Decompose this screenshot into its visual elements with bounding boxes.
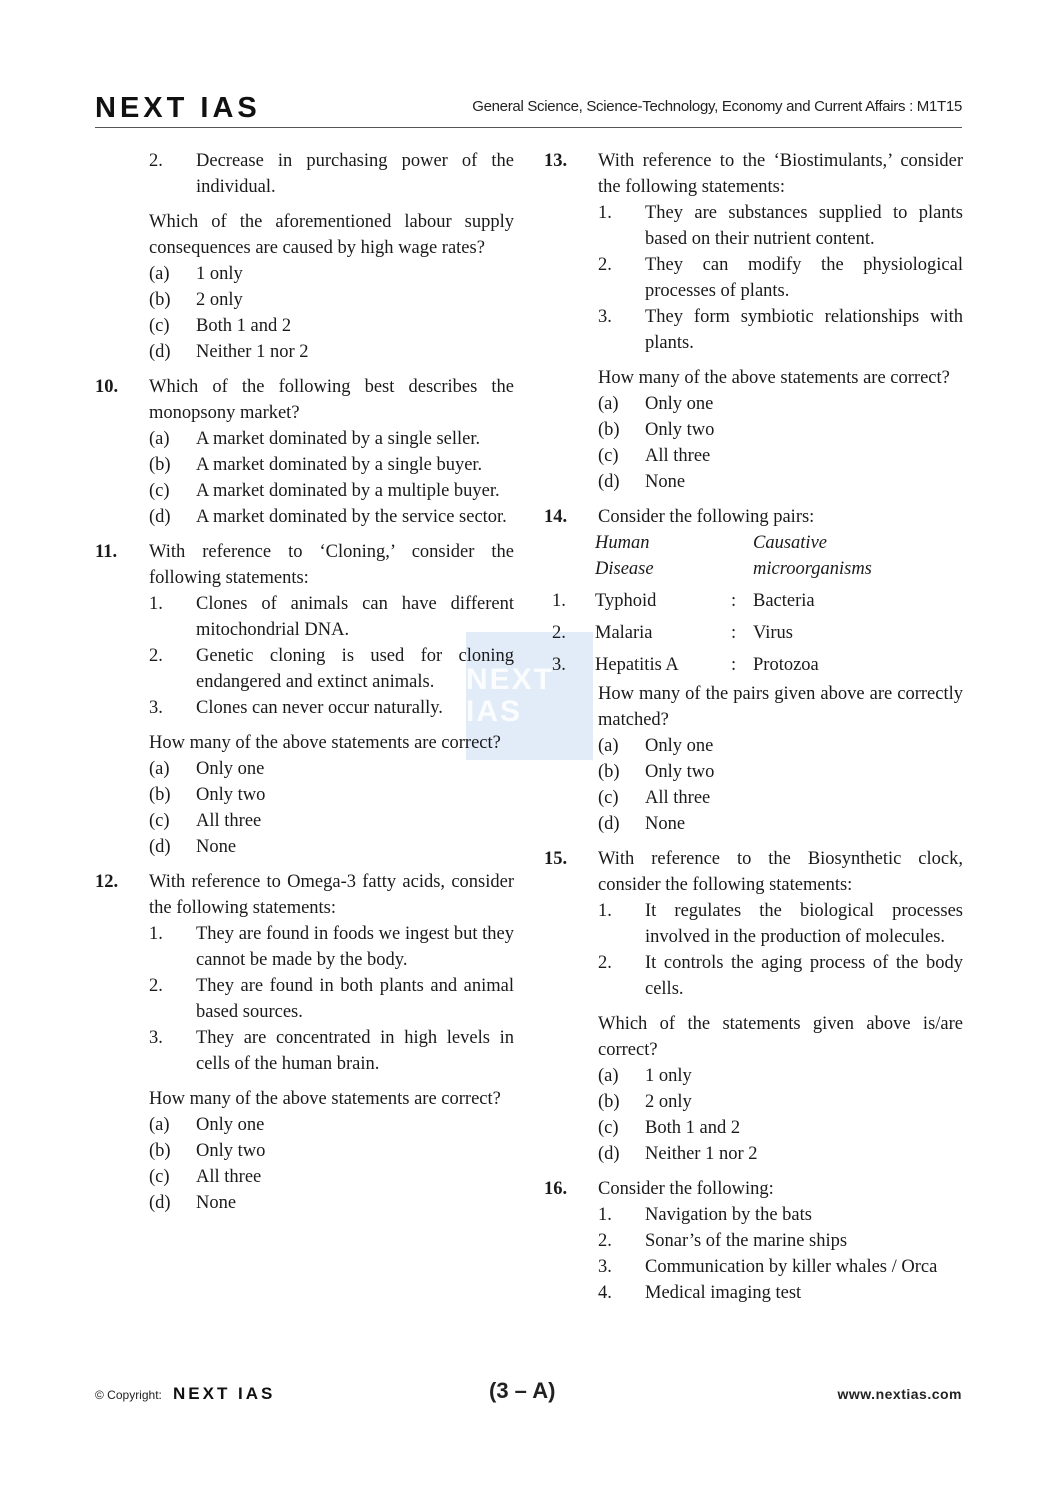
pair-row [544, 585, 963, 617]
statement-label: 2. [149, 151, 163, 171]
question-number: 13. [544, 151, 568, 171]
statement-label: 3. [149, 698, 163, 718]
option-d [149, 339, 514, 365]
item-text: Medical imaging test [645, 1283, 802, 1303]
pair-separator: : [731, 623, 737, 643]
option-d [149, 1190, 514, 1216]
question-14 [544, 504, 963, 530]
option-text: Only two [645, 420, 715, 440]
question-12 [95, 869, 514, 1216]
option-d [149, 504, 514, 530]
statement-item [598, 252, 963, 304]
list-item [598, 1202, 963, 1228]
option-text: Both 1 and 2 [196, 316, 292, 336]
pair-organism: Bacteria [753, 591, 815, 611]
option-label: (b) [598, 762, 620, 782]
pairs-header [544, 530, 963, 582]
statement-text: They form symbiotic relationships with plants. [645, 307, 963, 353]
option-c [149, 808, 514, 834]
option-text: A market dominated by a multiple buyer. [196, 481, 500, 501]
option-c [149, 313, 514, 339]
question-text: Which of the following best describes the monopsony market? [149, 377, 514, 423]
pair-organism: Virus [753, 623, 793, 643]
option-label: (d) [598, 1144, 620, 1164]
question-16 [544, 1176, 963, 1306]
option-text: 2 only [196, 290, 243, 310]
item-label: 3. [598, 1257, 612, 1277]
statement-text: Clones of animals can have different mitochondrial DNA. [196, 594, 514, 640]
item-text: Navigation by the bats [645, 1205, 812, 1225]
statement-item [598, 898, 963, 950]
pair-row [544, 617, 963, 649]
option-label: (b) [598, 1092, 620, 1112]
option-label: (d) [598, 814, 620, 834]
question-11 [95, 539, 514, 860]
page-number: (3 – A) [489, 1378, 556, 1403]
option-d [598, 469, 963, 495]
option-label: (a) [598, 394, 619, 414]
option-text: Only one [645, 736, 714, 756]
option-label: (c) [149, 811, 170, 831]
header-line: Disease [595, 559, 654, 579]
item-label: 1. [598, 1205, 612, 1225]
option-label: (c) [598, 788, 619, 808]
statement-label: 2. [598, 953, 612, 973]
option-text: None [196, 837, 237, 857]
question-text: With reference to ‘Cloning,’ consider the following statements: [149, 542, 514, 588]
list-item [598, 1228, 963, 1254]
statement-item [598, 200, 963, 252]
pair-disease: Malaria [595, 623, 653, 643]
statement-text: They are found in both plants and animal based sources. [196, 976, 514, 1022]
pairs-header-col2 [753, 530, 872, 582]
statement-item [149, 591, 514, 643]
option-text: Only one [645, 394, 714, 414]
statement-label: 1. [598, 203, 612, 223]
option-label: (d) [149, 837, 171, 857]
question-number: 12. [95, 872, 119, 892]
statement-item [149, 643, 514, 695]
option-label: (d) [149, 1193, 171, 1213]
option-label: (d) [149, 507, 171, 527]
statement-label: 2. [149, 976, 163, 996]
option-c [149, 1164, 514, 1190]
option-label: (b) [598, 420, 620, 440]
list-item [598, 1280, 963, 1306]
option-a [598, 391, 963, 417]
header-logo: NEXT IAS [95, 92, 261, 124]
option-text: All three [196, 1167, 262, 1187]
question-number: 10. [95, 377, 119, 397]
statement-item [149, 695, 514, 721]
list-item [598, 1254, 963, 1280]
question-13 [544, 148, 963, 495]
option-label: (b) [149, 290, 171, 310]
statement-label: 2. [149, 646, 163, 666]
header-divider [95, 127, 962, 128]
option-b [149, 1138, 514, 1164]
option-b [598, 417, 963, 443]
question-prompt: How many of the above statements are correct? [149, 1089, 501, 1109]
question-number: 15. [544, 849, 568, 869]
option-label: (c) [149, 481, 170, 501]
question-text: With reference to Omega-3 fatty acids, consider the following statements: [149, 872, 514, 918]
question-prompt: How many of the pairs given above are correctly matched? [598, 684, 963, 730]
question-prompt: Which of the statements given above is/are correct? [598, 1014, 963, 1060]
option-a [149, 261, 514, 287]
right-column [544, 148, 963, 1315]
statement-label: 3. [149, 1028, 163, 1048]
option-text: 2 only [645, 1092, 692, 1112]
statement-item [598, 304, 963, 356]
option-text: Only one [196, 1115, 265, 1135]
option-text: 1 only [645, 1066, 692, 1086]
statement-text: They are substances supplied to plants based on their nutrient content. [645, 203, 963, 249]
option-label: (a) [149, 759, 170, 779]
pair-separator: : [731, 591, 737, 611]
option-label: (b) [149, 785, 171, 805]
option-text: Only two [196, 785, 266, 805]
option-label: (a) [598, 1066, 619, 1086]
statement-text: They are found in foods we ingest but they cannot be made by the body. [196, 924, 514, 970]
option-c [149, 478, 514, 504]
option-b [598, 759, 963, 785]
option-text: Neither 1 nor 2 [196, 342, 309, 362]
footer-url[interactable]: www.nextias.com [837, 1386, 962, 1402]
option-label: (c) [598, 1118, 619, 1138]
pair-separator: : [731, 655, 737, 675]
statement-label: 2. [598, 255, 612, 275]
option-a [149, 1112, 514, 1138]
pair-disease: Typhoid [595, 591, 657, 611]
pair-label: 2. [552, 623, 566, 643]
option-a [149, 426, 514, 452]
statement-label: 1. [149, 924, 163, 944]
option-text: All three [645, 788, 711, 808]
statement-item [598, 950, 963, 1002]
pair-disease: Hepatitis A [595, 655, 679, 675]
item-label: 4. [598, 1283, 612, 1303]
question-prompt: Which of the aforementioned labour supply consequences are caused by high wage rates? [149, 212, 514, 258]
statement-text: Clones can never occur naturally. [196, 698, 443, 718]
question-14-body [544, 681, 963, 837]
option-text: Only two [645, 762, 715, 782]
left-column [95, 148, 514, 1225]
option-d [149, 834, 514, 860]
question-9-continuation [95, 148, 514, 365]
option-a [598, 733, 963, 759]
option-text: All three [645, 446, 711, 466]
statement-item [149, 148, 514, 200]
question-15 [544, 846, 963, 1167]
option-label: (c) [598, 446, 619, 466]
question-10 [95, 374, 514, 530]
option-label: (a) [149, 1115, 170, 1135]
option-text: 1 only [196, 264, 243, 284]
option-label: (a) [149, 264, 170, 284]
footer-copyright: © Copyright: [95, 1388, 162, 1402]
option-a [149, 756, 514, 782]
question-text: With reference to the Biosynthetic clock, consider the following statements: [598, 849, 963, 895]
question-number: 14. [544, 507, 568, 527]
statement-text: Genetic cloning is used for cloning endangered and extinct animals. [196, 646, 514, 692]
header-line: Human [595, 533, 650, 553]
option-text: None [645, 472, 686, 492]
option-text: A market dominated by a single buyer. [196, 455, 483, 475]
option-c [598, 785, 963, 811]
option-text: A market dominated by a single seller. [196, 429, 481, 449]
statement-text: They are concentrated in high levels in cells of the human brain. [196, 1028, 514, 1074]
question-prompt: How many of the above statements are correct? [598, 368, 950, 388]
statement-text: Decrease in purchasing power of the individual. [196, 151, 514, 197]
option-label: (b) [149, 455, 171, 475]
option-c [598, 443, 963, 469]
question-text: Consider the following pairs: [598, 507, 815, 527]
statement-item [149, 1025, 514, 1077]
option-text: None [645, 814, 686, 834]
option-b [149, 782, 514, 808]
header-line: microorganisms [753, 559, 872, 579]
option-d [598, 1141, 963, 1167]
pairs-table [544, 530, 963, 681]
statement-item [149, 921, 514, 973]
option-text: Both 1 and 2 [645, 1118, 741, 1138]
question-number: 11. [95, 542, 118, 562]
header-title: General Science, Science-Technology, Economy and Current Affairs : M1T15 [472, 98, 962, 115]
statement-text: It controls the aging process of the body cells. [645, 953, 963, 999]
pair-label: 1. [552, 591, 566, 611]
option-label: (a) [149, 429, 170, 449]
option-text: None [196, 1193, 237, 1213]
pair-row [544, 649, 963, 681]
pair-organism: Protozoa [753, 655, 819, 675]
option-text: Only two [196, 1141, 266, 1161]
option-b [149, 452, 514, 478]
item-label: 2. [598, 1231, 612, 1251]
watermark-text: NEXT IAS [466, 663, 555, 728]
footer-logo: NEXT IAS [173, 1384, 276, 1403]
option-d [598, 811, 963, 837]
option-b [598, 1089, 963, 1115]
option-label: (d) [598, 472, 620, 492]
option-text: All three [196, 811, 262, 831]
statement-label: 3. [598, 307, 612, 327]
header-line: Causative [753, 533, 827, 553]
question-number: 16. [544, 1179, 568, 1199]
option-label: (c) [149, 1167, 170, 1187]
question-text: With reference to the ‘Biostimulants,’ consider the following statements: [598, 151, 963, 197]
question-prompt: How many of the above statements are correct? [149, 733, 501, 753]
option-text: Only one [196, 759, 265, 779]
statement-label: 1. [598, 901, 612, 921]
option-b [149, 287, 514, 313]
item-text: Communication by killer whales / Orca [645, 1257, 938, 1277]
statement-text: They can modify the physiological processes of plants. [645, 255, 963, 301]
option-label: (b) [149, 1141, 171, 1161]
option-a [598, 1063, 963, 1089]
option-label: (a) [598, 736, 619, 756]
statement-item [149, 973, 514, 1025]
item-text: Sonar’s of the marine ships [645, 1231, 848, 1251]
statement-text: It regulates the biological processes involved in the production of molecules. [645, 901, 963, 947]
pairs-header-col1 [595, 530, 753, 582]
question-text: Consider the following: [598, 1179, 774, 1199]
option-c [598, 1115, 963, 1141]
statement-label: 1. [149, 594, 163, 614]
option-label: (c) [149, 316, 170, 336]
option-text: Neither 1 nor 2 [645, 1144, 758, 1164]
pair-label: 3. [552, 655, 566, 675]
option-text: A market dominated by the service sector. [196, 507, 507, 527]
option-label: (d) [149, 342, 171, 362]
